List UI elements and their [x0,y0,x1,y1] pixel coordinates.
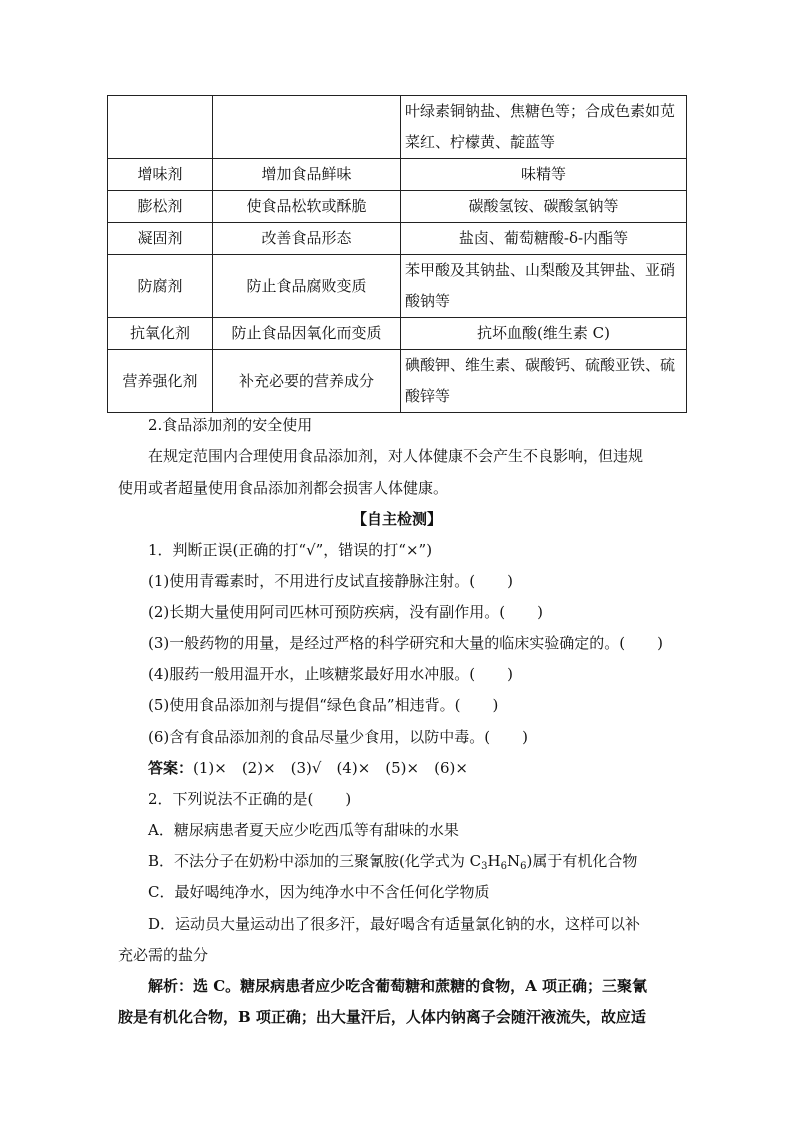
judgment-item-text: (5)使用食品添加剂与提倡“绿色食品”相违背。( [148,696,461,714]
table-cell-name: 增味剂 [108,159,213,191]
option-b-text: )属于有机化合物 [526,852,638,870]
table-row [108,318,687,350]
self-check-title: 【自主检测】 [351,510,442,528]
close-paren: ) [507,665,513,683]
table-row [108,191,687,223]
option-d: D．运动员大量运动出了很多汗，最好喝含有适量氯化钠的水，这样可以补 [148,915,641,933]
judgment-item [148,726,528,747]
close-paren: ) [507,572,513,590]
option-c: C．最好喝纯净水，因为纯净水中不含任何化学物质 [148,883,490,901]
table-cell-function: 增加食品鲜味 [213,159,401,191]
table-cell-function: 补充必要的营养成分 [213,350,401,413]
table-cell-name: 膨松剂 [108,191,213,223]
close-paren: ) [657,634,663,652]
analysis-line: 解析：选 C。糖尿病患者应少吃含葡萄糖和蔗糖的食物，A 项正确；三聚氰 [148,977,648,995]
formula-subscript: 3 [481,861,488,872]
paragraph-line: 在规定范围内合理使用食品添加剂，对人体健康不会产生不良影响，但违规 [148,447,644,465]
table-cell-examples: 抗坏血酸(维生素 C) [401,318,687,350]
table-cell-function: 防止食品因氧化而变质 [213,318,401,350]
judgment-item-text: (6)含有食品添加剂的食品尽量少食用，以防中毒。( [148,728,491,746]
table-cell-name: 防腐剂 [108,255,213,318]
question-stem-text: 2．下列说法不正确的是( [148,790,314,808]
table-cell-name: 抗氧化剂 [108,318,213,350]
close-paren: ) [492,696,499,714]
table-cell-examples: 碳酸氢铵、碳酸氢钠等 [401,191,687,223]
question-stem [148,788,351,809]
judgment-item-text: (4)服药一般用温开水，止咳糖浆最好用水冲服。( [148,665,476,683]
judgment-item [148,570,513,591]
table-row [108,96,687,159]
table-row [108,350,687,413]
table-row [108,255,687,318]
option-b-text: B．不法分子在奶粉中添加的三聚氰胺(化学式为 C [148,852,482,870]
close-paren: ) [537,603,543,621]
judgment-item [148,694,498,715]
formula-subscript: 6 [520,861,527,872]
judgment-item-text: (1)使用青霉素时，不用进行皮试直接静脉注射。( [148,572,476,590]
food-additives-table [107,95,687,413]
formula-element: H [487,852,501,870]
table-cell-examples: 苯甲酸及其钠盐、山梨酸及其钾盐、亚硝酸钠等 [401,255,687,318]
section-heading: 2.食品添加剂的安全使用 [148,416,313,434]
analysis-line: 胺是有机化合物，B 项正确；出大量汗后，人体内钠离子会随汗液流失，故应适 [118,1008,646,1026]
paragraph-line: 使用或者超量使用食品添加剂都会损害人体健康。 [118,479,449,497]
judgment-item [148,663,513,684]
judgment-item [148,632,663,653]
formula-element: N [506,852,521,870]
answer-line [148,757,468,778]
table-row [108,223,687,255]
table-cell-function: 防止食品腐败变质 [213,255,401,318]
judgment-item-text: (3)一般药物的用量，是经过严格的科学研究和大量的临床实验确定的。( [148,634,626,652]
close-paren: ) [522,728,528,746]
option-b [148,850,637,872]
table-cell-name: 凝固剂 [108,223,213,255]
judgment-item-text: (2)长期大量使用阿司匹林可预防疾病，没有副作用。( [148,603,506,621]
option-a: A．糖尿病患者夏天应少吃西瓜等有甜味的水果 [148,821,459,839]
table-cell-name: 营养强化剂 [108,350,213,413]
question-stem: 1．判断正误(正确的打“√”，错误的打“×”) [148,541,433,559]
table-cell-function [213,96,401,159]
judgment-item [148,601,543,622]
close-paren: ) [345,790,352,808]
table-cell-examples: 叶绿素铜钠盐、焦糖色等；合成色素如苋菜红、柠檬黄、靛蓝等 [401,96,687,159]
table-cell-name [108,96,213,159]
table-cell-examples: 碘酸钾、维生素、碳酸钙、硫酸亚铁、硫酸锌等 [401,350,687,413]
table-cell-function: 使食品松软或酥脆 [213,191,401,223]
answer-values: (1)× (2)× (3)√ (4)× (5)× (6)× [193,759,468,777]
table-cell-examples: 盐卤、葡萄糖酸-δ-内酯等 [401,223,687,255]
table-row [108,159,687,191]
option-d-continued: 充必需的盐分 [118,946,209,964]
formula-subscript: 6 [500,861,507,872]
answer-label: 答案： [148,759,194,777]
table-cell-examples: 味精等 [401,159,687,191]
table-cell-function: 改善食品形态 [213,223,401,255]
